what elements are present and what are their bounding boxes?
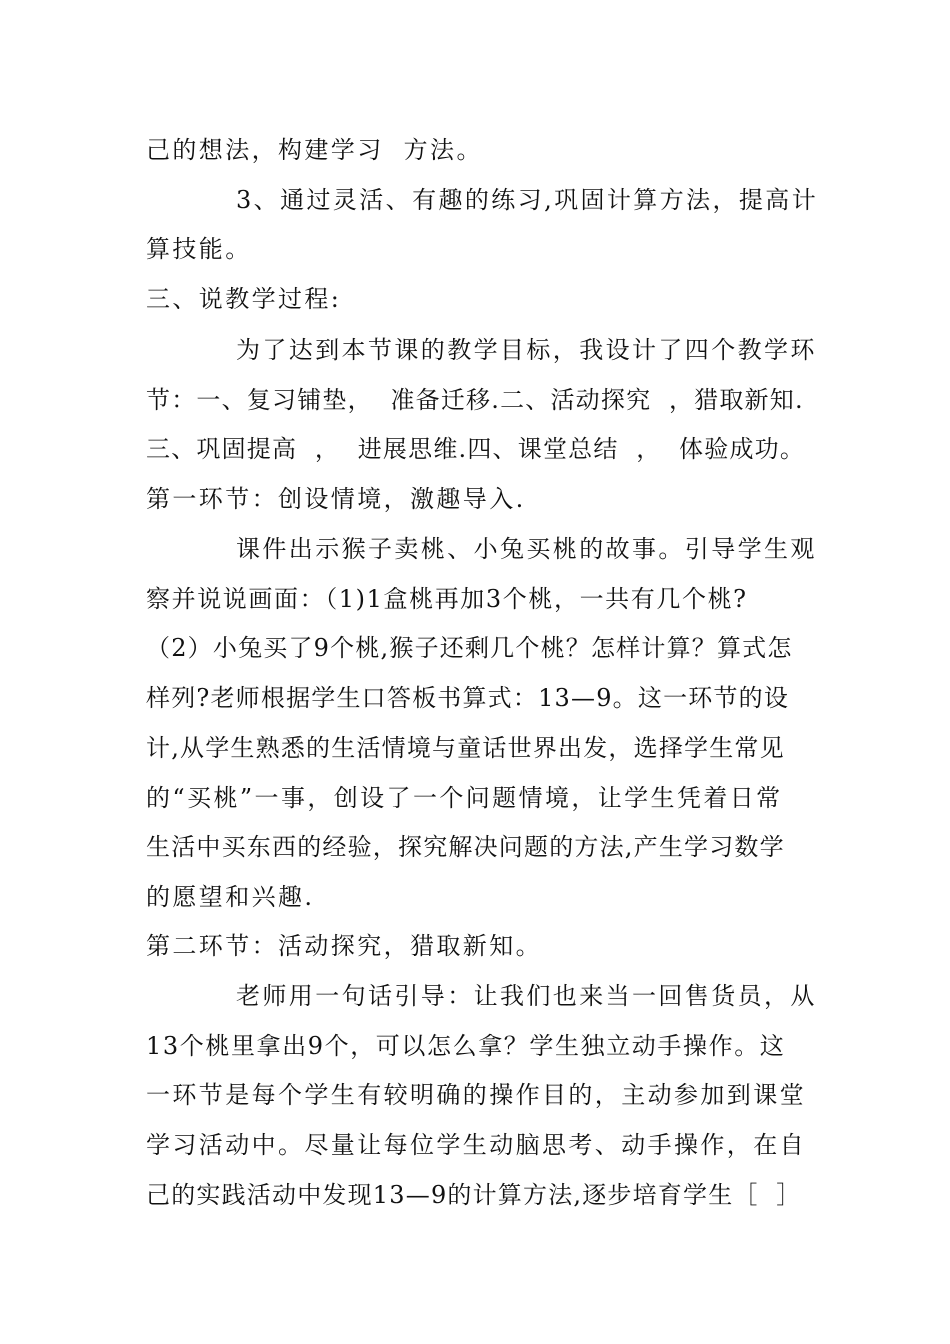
text-line: 课件出示猴子卖桃、小兔买桃的故事。引导学生观 (236, 535, 817, 563)
text-line: 的愿望和兴趣. (146, 883, 315, 911)
text-line: 己的实践活动中发现13—9的计算方法,逐步培育学生［ ］ (146, 1181, 802, 1209)
text-line: 算技能。 (146, 235, 252, 263)
text-line: 的“买桃”一事，创设了一个问题情境，让学生凭着日常 (146, 784, 783, 812)
text-line: 节：一、复习铺垫， 准备迁移.二、活动探究 ，猎取新知. (146, 386, 804, 414)
text-line: 计,从学生熟悉的生活情境与童话世界出发，选择学生常见 (146, 734, 785, 762)
text-line: 3、通过灵活、有趣的练习,巩固计算方法，提高计 (236, 186, 819, 214)
text-line: 13个桃里拿出9个，可以怎么拿？学生独立动手操作。这 (146, 1032, 786, 1060)
text-line: 一环节是每个学生有较明确的操作目的，主动参加到课堂 (146, 1081, 806, 1109)
text-line: （2）小兔买了9个桃,猴子还剩几个桃？怎样计算？算式怎 (146, 634, 793, 662)
text-line: 察并说说画面：（1)1盒桃再加3个桃，一共有几个桃? (146, 585, 748, 613)
text-line: 老师用一句话引导：让我们也来当一回售货员，从 (236, 982, 817, 1010)
text-line: 样列?老师根据学生口答板书算式：13—9。这一环节的设 (146, 684, 790, 712)
text-line: 生活中买东西的经验，探究解决问题的方法,产生学习数学 (146, 833, 785, 861)
subsection-heading: 第一环节：创设情境，激趣导入. (146, 485, 526, 513)
subsection-heading: 第二环节：活动探究，猎取新知。 (146, 932, 542, 960)
section-heading: 三、说教学过程: (146, 285, 342, 313)
text-line: 为了达到本节课的教学目标，我设计了四个教学环 (236, 336, 817, 364)
text-line: 学习活动中。尽量让每位学生动脑思考、动手操作，在自 (146, 1131, 806, 1159)
text-line: 己的想法，构建学习 方法。 (146, 136, 483, 164)
text-line: 三、巩固提高 ， 进展思维.四、课堂总结 ， 体验成功。 (146, 435, 806, 463)
